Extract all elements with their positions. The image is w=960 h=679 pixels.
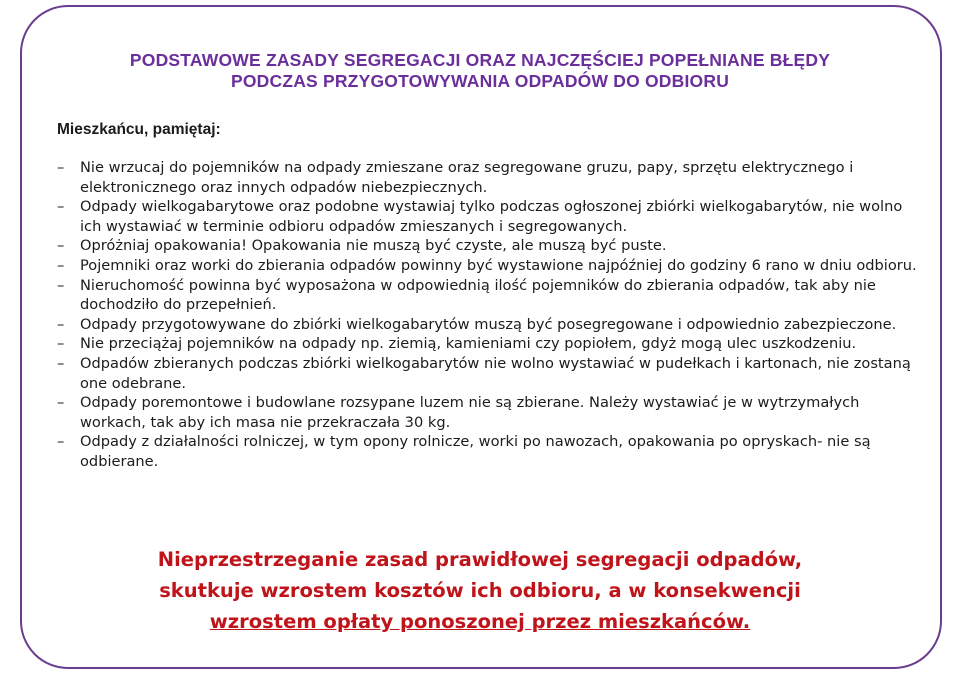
rule-text: Odpady wielkogabarytowe oraz podobne wystawiaj tylko podczas ogłoszonej zbiórki wielkogabarytów, nie wolno ich wystawiać w terminie odbioru odpadów zmieszanych i segregowanych. — [80, 198, 903, 235]
list-item — [57, 315, 927, 335]
warning-line-3: wzrostem opłaty ponoszonej przez mieszkańców. — [209, 610, 751, 633]
list-item — [57, 276, 927, 315]
rule-text: Nieruchomość powinna być wyposażona w odpowiednią ilość pojemników do zbierania odpadów, tak aby nie dochodziło do przepełnień. — [80, 276, 876, 314]
rule-text: Nie wrzucaj do pojemników na odpady zmieszane oraz segregowane gruzu, papy, sprzętu elektrycznego i elektronicznego oraz innych odpadów niebezpiecznych. — [80, 159, 854, 196]
dash-bullet-icon: – — [57, 315, 65, 333]
rule-text: Nie przeciążaj pojemników na odpady np. ziemią, kamieniami czy popiołem, gdyż mogą ulec uszkodzeniu. — [80, 335, 857, 353]
title-line-2: PODCZAS PRZYGOTOWYWANIA ODPADÓW DO ODBIORU — [230, 71, 730, 91]
dash-bullet-icon: – — [57, 276, 65, 294]
warning-line-2: skutkuje wzrostem kosztów ich odbioru, a w konsekwencji — [159, 579, 801, 602]
list-item — [57, 256, 927, 276]
list-item — [57, 236, 927, 256]
dash-bullet-icon: – — [57, 159, 65, 176]
dash-bullet-icon: – — [57, 354, 65, 372]
dash-bullet-icon: – — [57, 394, 65, 412]
list-item — [57, 354, 927, 393]
page-title — [0, 50, 960, 92]
intro-heading: Mieszkańcu, pamiętaj: — [57, 121, 221, 138]
dash-bullet-icon: – — [57, 198, 65, 216]
rules-list — [57, 158, 927, 472]
list-item — [57, 158, 927, 197]
dash-bullet-icon: – — [57, 237, 65, 255]
list-item — [57, 334, 927, 354]
rule-text: Opróżniaj opakowania! Opakowania nie muszą być czyste, ale muszą być puste. — [80, 237, 667, 255]
dash-bullet-icon: – — [57, 335, 65, 353]
warning-message — [0, 544, 960, 637]
rule-text: Pojemniki oraz worki do zbierania odpadów powinny być wystawione najpóźniej do godziny 6 rano w dniu odbioru. — [80, 256, 917, 274]
list-item — [57, 393, 927, 432]
list-item — [57, 432, 927, 471]
rule-text: Odpady z działalności rolniczej, w tym opony rolnicze, worki po nawozach, opakowania po opryskach- nie są odbierane. — [80, 433, 871, 470]
rule-text: Odpadów zbieranych podczas zbiórki wielkogabarytów nie wolno wystawiać w pudełkach i kartonach, nie zostaną one odebrane. — [80, 354, 911, 392]
dash-bullet-icon: – — [57, 433, 65, 451]
dash-bullet-icon: – — [57, 256, 65, 274]
rule-text: Odpady przygotowywane do zbiórki wielkogabarytów muszą być posegregowane i odpowiednio zabezpieczone. — [80, 315, 897, 333]
list-item — [57, 197, 927, 236]
rule-text: Odpady poremontowe i budowlane rozsypane luzem nie są zbierane. Należy wystawiać je w wytrzymałych workach, tak aby ich masa nie przekraczała 30 kg. — [80, 394, 860, 431]
warning-line-1: Nieprzestrzeganie zasad prawidłowej segregacji odpadów, — [157, 548, 803, 571]
title-line-1: PODSTAWOWE ZASADY SEGREGACJI ORAZ NAJCZĘŚCIEJ POPEŁNIANE BŁĘDY — [129, 50, 831, 70]
